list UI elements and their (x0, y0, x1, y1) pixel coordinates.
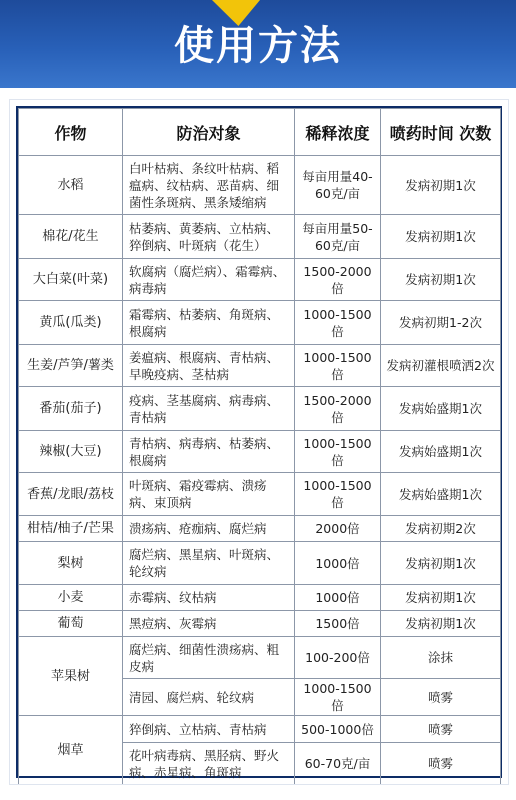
crop-cell: 香蕉/龙眼/荔枝 (19, 473, 123, 516)
timing-cell: 发病始盛期1次 (381, 473, 501, 516)
table-row (19, 431, 501, 473)
table-row (19, 542, 501, 585)
target-cell: 黑痘病、灰霉病 (123, 611, 295, 637)
target-cell: 赤霉病、纹枯病 (123, 585, 295, 611)
crop-cell: 葡萄 (19, 611, 123, 637)
target-cell: 清园、腐烂病、轮纹病 (123, 679, 295, 716)
column-header-timing: 喷药时间 次数 (381, 109, 501, 156)
timing-cell: 发病初期2次 (381, 516, 501, 542)
timing-cell: 涂抹 (381, 637, 501, 679)
target-cell: 猝倒病、立枯病、青枯病 (123, 716, 295, 743)
table-row (19, 215, 501, 259)
table-row (19, 743, 501, 785)
timing-cell: 发病初期1次 (381, 215, 501, 259)
dilution-cell: 1000-1500倍 (295, 679, 381, 716)
dilution-cell: 1000-1500倍 (295, 345, 381, 387)
target-cell: 姜瘟病、根腐病、青枯病、早晚疫病、茎枯病 (123, 345, 295, 387)
timing-cell: 喷雾 (381, 743, 501, 785)
timing-cell: 发病始盛期1次 (381, 387, 501, 431)
target-cell: 花叶病毒病、黑胫病、野火病、赤星病、角斑病 (123, 743, 295, 785)
dilution-cell: 每亩用量50-60克/亩 (295, 215, 381, 259)
crop-cell: 大白菜(叶菜) (19, 259, 123, 301)
usage-table-frame (16, 106, 502, 778)
dilution-cell: 500-1000倍 (295, 716, 381, 743)
target-cell: 青枯病、病毒病、枯萎病、根腐病 (123, 431, 295, 473)
table-header-row (19, 109, 501, 156)
table-row (19, 716, 501, 743)
target-cell: 疫病、茎基腐病、病毒病、青枯病 (123, 387, 295, 431)
dilution-cell: 1000-1500倍 (295, 431, 381, 473)
timing-cell: 喷雾 (381, 716, 501, 743)
timing-cell: 发病初期1次 (381, 259, 501, 301)
dilution-cell: 100-200倍 (295, 637, 381, 679)
table-row (19, 473, 501, 516)
dilution-cell: 60-70克/亩 (295, 743, 381, 785)
table-row (19, 345, 501, 387)
timing-cell: 发病初期1次 (381, 611, 501, 637)
column-header-dilution: 稀释浓度 (295, 109, 381, 156)
crop-cell: 番茄(茄子) (19, 387, 123, 431)
timing-cell: 发病初期1次 (381, 156, 501, 215)
target-cell: 腐烂病、细菌性溃疡病、粗皮病 (123, 637, 295, 679)
dilution-cell: 1000倍 (295, 585, 381, 611)
target-cell: 腐烂病、黑星病、叶斑病、轮纹病 (123, 542, 295, 585)
dilution-cell: 1000-1500倍 (295, 473, 381, 516)
target-cell: 溃疡病、疮痂病、腐烂病 (123, 516, 295, 542)
crop-cell: 柑桔/柚子/芒果 (19, 516, 123, 542)
table-row (19, 679, 501, 716)
table-row (19, 637, 501, 679)
table-row (19, 156, 501, 215)
table-row (19, 301, 501, 345)
crop-cell: 小麦 (19, 585, 123, 611)
crop-cell: 黄瓜(瓜类) (19, 301, 123, 345)
timing-cell: 发病初期1次 (381, 542, 501, 585)
timing-cell: 发病初期1次 (381, 585, 501, 611)
timing-cell: 发病始盛期1次 (381, 431, 501, 473)
crop-cell: 水稻 (19, 156, 123, 215)
dilution-cell: 1500倍 (295, 611, 381, 637)
crop-cell: 梨树 (19, 542, 123, 585)
timing-cell: 发病初灌根喷洒2次 (381, 345, 501, 387)
table-row (19, 585, 501, 611)
table-row (19, 516, 501, 542)
target-cell: 霜霉病、枯萎病、角斑病、根腐病 (123, 301, 295, 345)
timing-cell: 喷雾 (381, 679, 501, 716)
target-cell: 叶斑病、霜疫霉病、溃疡病、束顶病 (123, 473, 295, 516)
target-cell: 白叶枯病、条纹叶枯病、稻瘟病、纹枯病、恶苗病、细菌性条斑病、黑条矮缩病 (123, 156, 295, 215)
table-row (19, 611, 501, 637)
dilution-cell: 1000倍 (295, 542, 381, 585)
header-banner (0, 0, 516, 88)
dilution-cell: 1500-2000倍 (295, 387, 381, 431)
column-header-target: 防治对象 (123, 109, 295, 156)
crop-cell: 生姜/芦笋/薯类 (19, 345, 123, 387)
crop-cell: 苹果树 (19, 637, 123, 716)
dilution-cell: 每亩用量40-60克/亩 (295, 156, 381, 215)
column-header-crop: 作物 (19, 109, 123, 156)
dilution-cell: 1000-1500倍 (295, 301, 381, 345)
target-cell: 枯萎病、黄萎病、立枯病、猝倒病、叶斑病（花生） (123, 215, 295, 259)
crop-cell: 烟草 (19, 716, 123, 785)
table-row (19, 387, 501, 431)
timing-cell: 发病初期1-2次 (381, 301, 501, 345)
target-cell: 软腐病（腐烂病）、霜霉病、病毒病 (123, 259, 295, 301)
dilution-cell: 1500-2000倍 (295, 259, 381, 301)
page-title: 使用方法 (174, 23, 342, 69)
table-row (19, 259, 501, 301)
usage-table (18, 108, 501, 785)
crop-cell: 辣椒(大豆) (19, 431, 123, 473)
dilution-cell: 2000倍 (295, 516, 381, 542)
crop-cell: 棉花/花生 (19, 215, 123, 259)
